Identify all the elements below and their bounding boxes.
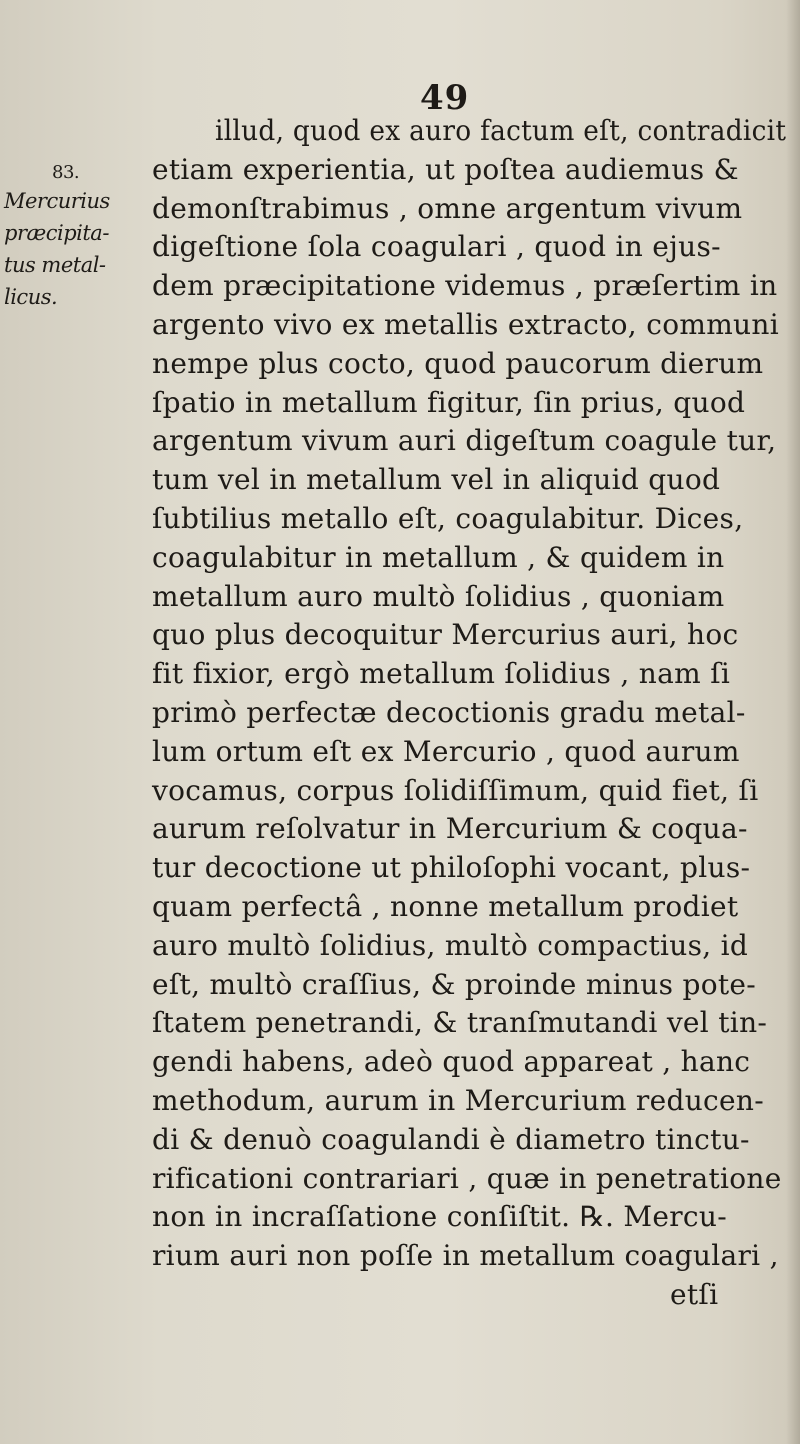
text-line: primò perfectæ decoctionis gradu metal-	[152, 695, 746, 729]
text-line: argento vivo ex metallis extracto, communi	[152, 307, 779, 341]
text-line: quam perfectâ , nonne metallum prodiet	[152, 889, 739, 923]
text-line: rificationi contrariari , quæ in penetratione	[152, 1161, 782, 1195]
text-line: eſt, multò craſſius, & proinde minus pote-	[152, 967, 757, 1001]
text-line: nempe plus cocto, quod paucorum dierum	[152, 346, 764, 380]
text-line: demonſtrabimus , omne argentum vivum	[152, 191, 743, 225]
text-line: ſubtilius metallo eſt, coagulabitur. Dices,	[152, 501, 744, 535]
text-line: metallum auro multò ſolidius , quoniam	[152, 579, 725, 613]
margin-note-line: licus.	[4, 285, 58, 309]
text-line: lum ortum eſt ex Mercurio , quod aurum	[152, 734, 740, 768]
catchword: etſi	[670, 1277, 719, 1311]
text-line: non in incraſſatione conſiſtit. ℞. Mercu-	[152, 1200, 727, 1234]
text-line: tur decoctione ut philoſophi vocant, plus-	[152, 851, 751, 885]
text-line: ſpatio in metallum figitur, ſin prius, quod	[152, 385, 746, 419]
margin-note-number: 83.	[52, 162, 80, 183]
page-number: 49	[420, 78, 470, 118]
text-line: gendi habens, adeò quod appareat , hanc	[152, 1045, 751, 1079]
text-line: aurum reſolvatur in Mercurium & coqua-	[152, 812, 748, 846]
body-text	[152, 112, 800, 1315]
text-line: di & denuò coagulandi è diametro tinctu-	[152, 1122, 750, 1156]
text-line: tum vel in metallum vel in aliquid quod	[152, 463, 721, 497]
margin-note-line: præcipita-	[4, 221, 109, 245]
text-line: coagulabitur in metallum , & quidem in	[152, 540, 725, 574]
text-line: quo plus decoquitur Mercurius auri, hoc	[152, 618, 739, 652]
margin-note-line: tus metal-	[4, 253, 106, 277]
text-line: auro multò ſolidius, multò compactius, id	[152, 928, 749, 962]
text-line: rium auri non poſſe in metallum coagulari ,	[152, 1239, 779, 1273]
text-line: etiam experientia, ut poſtea audiemus &	[152, 152, 739, 186]
text-line: ſtatem penetrandi, & tranſmutandi vel tin-	[152, 1006, 768, 1040]
text-line: dem præcipitatione videmus , præſertim in	[152, 269, 778, 303]
text-line: illud, quod ex auro factum eſt, contradicit	[215, 114, 787, 147]
text-line: argentum vivum auri digeſtum coagule tur,	[152, 424, 777, 458]
text-line: vocamus, corpus ſolidiſſimum, quid fiet, ſi	[152, 773, 759, 807]
text-line: methodum, aurum in Mercurium reducen-	[152, 1083, 764, 1117]
text-line: fit fixior, ergò metallum ſolidius , nam ſi	[152, 657, 731, 691]
margin-note	[4, 162, 144, 313]
margin-note-line: Mercurius	[4, 189, 110, 213]
text-line: digeſtione ſola coagulari , quod in ejus-	[152, 230, 721, 264]
